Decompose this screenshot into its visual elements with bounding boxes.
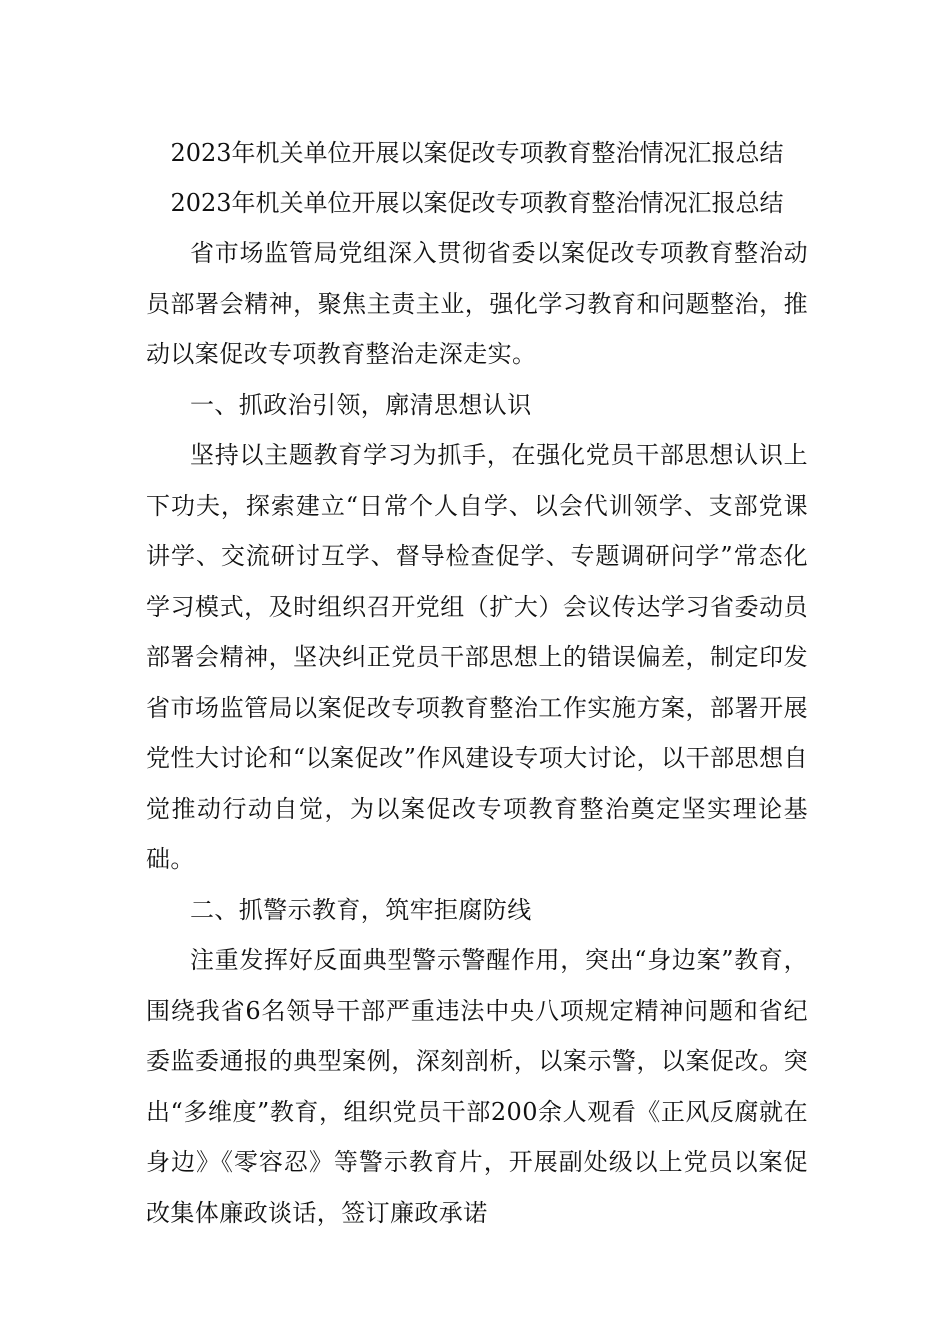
- document-title-repeat: 2023年机关单位开展以案促改专项教育整治情况汇报总结: [170, 189, 784, 217]
- intro-paragraph: 省市场监管局党组深入贯彻省委以案促改专项教育整治动员部署会精神，聚焦主责主业，强化学习教育和问题整治，推动以案促改专项教育整治走深走实。: [146, 239, 808, 368]
- section-heading-1: 一、抓政治引领，廓清思想认识: [190, 390, 532, 419]
- section-heading-2: 二、抓警示教育，筑牢拒腐防线: [190, 895, 532, 924]
- section-body-2: 注重发挥好反面典型警示警醒作用，突出“身边案”教育，围绕我省6名领导干部严重违法中央八项规定精神问题和省纪委监委通报的典型案例，深刻剖析，以案示警，以案促改。突出“多维度”教育，组织党员干部200余人观看《正风反腐就在身边》《零容忍》等警示教育片，开展副处级以上党员以案促改集体廉政谈话，签订廉政承诺: [146, 946, 808, 1227]
- document-title: 2023年机关单位开展以案促改专项教育整治情况汇报总结: [170, 139, 784, 167]
- document-page: [146, 128, 808, 1238]
- section-body-1: 坚持以主题教育学习为抓手，在强化党员干部思想认识上下功夫，探索建立“日常个人自学、以会代训领学、支部党课讲学、交流研讨互学、督导检查促学、专题调研问学”常态化学习模式，及时组织召开党组（扩大）会议传达学习省委动员部署会精神，坚决纠正党员干部思想上的错误偏差，制定印发省市场监管局以案促改专项教育整治工作实施方案，部署开展党性大讨论和“以案促改”作风建设专项大讨论，以干部思想自觉推动行动自觉，为以案促改专项教育整治奠定坚实理论基础。: [146, 441, 808, 873]
